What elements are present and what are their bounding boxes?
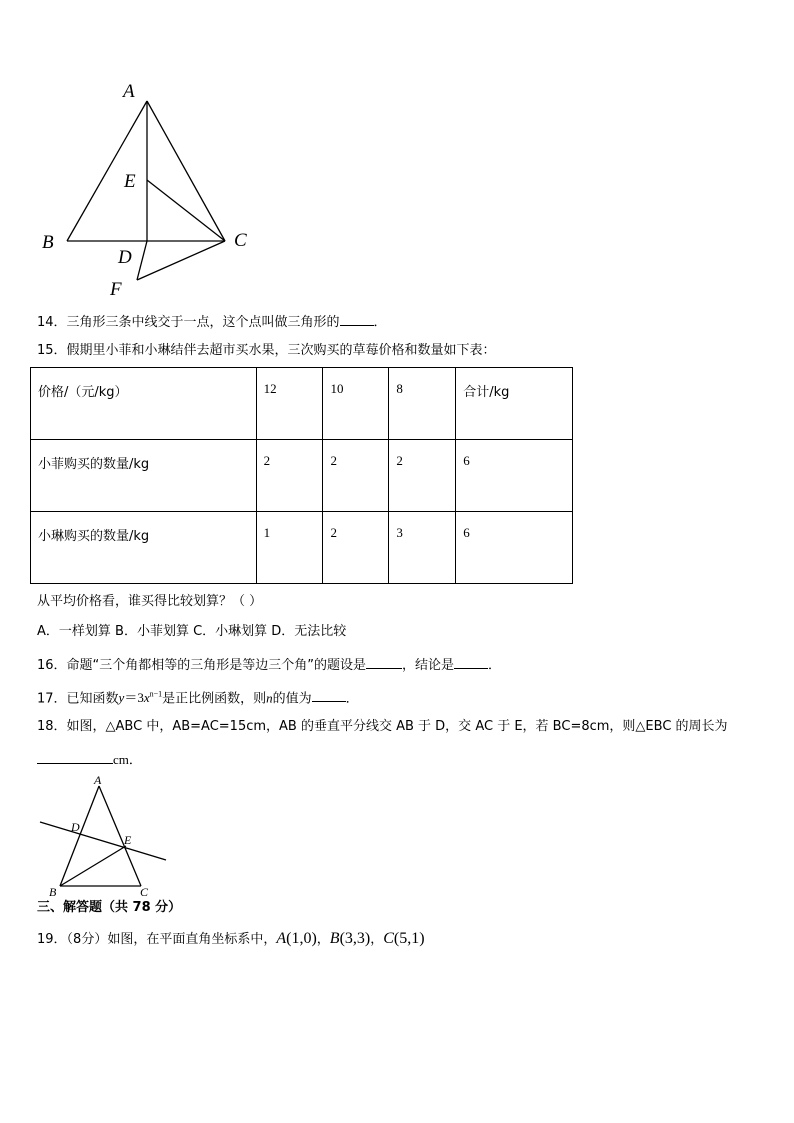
label-b: B <box>49 885 57 899</box>
q19-sep-2: ， <box>370 932 384 947</box>
q19-c-coord: (5,1) <box>393 930 425 947</box>
q19-sep-1: ， <box>316 932 330 947</box>
q19-b-coord: (3,3) <box>339 930 371 947</box>
question-17 <box>37 686 359 708</box>
question-18: 18．如图，△ABC 中，AB=AC=15cm，AB 的垂直平分线交 AB 于 D，交 AC 于 E，若 BC=8cm，则△EBC 的周长为 <box>37 719 728 734</box>
label-e: E <box>124 833 132 847</box>
figure-triangle-abc-median <box>36 78 266 303</box>
q17-x: x <box>143 690 150 706</box>
q19-point-c <box>383 930 424 947</box>
table-cell: 8 <box>389 368 456 440</box>
question-19 <box>37 930 425 949</box>
table-cell: 2 <box>323 440 389 512</box>
table-cell: 6 <box>456 440 573 512</box>
q19-a-coord: (1,0) <box>286 930 317 947</box>
q19-c-label: C <box>383 930 394 947</box>
q17-formula <box>119 690 163 705</box>
q19-a-label: A <box>276 930 287 947</box>
label-a: A <box>94 773 102 787</box>
q17-end: ． <box>345 691 359 707</box>
table-cell: 10 <box>323 368 389 440</box>
segment-df <box>137 241 147 280</box>
q18-blank <box>37 750 113 764</box>
label-d: D <box>118 247 132 268</box>
label-d: D <box>71 820 80 834</box>
table-row <box>31 368 573 440</box>
table-row <box>31 440 573 512</box>
table-cell: 2 <box>323 512 389 584</box>
q19-point-b <box>330 930 370 947</box>
q14-text: 14．三角形三条中线交于一点，这个点叫做三角形的 <box>37 315 340 330</box>
q14-blank <box>340 312 374 326</box>
segment-fc <box>137 241 225 280</box>
label-e: E <box>124 171 136 192</box>
table-cell: 合计/kg <box>456 368 573 440</box>
label-c: C <box>234 230 247 251</box>
q16-blank-2 <box>454 655 488 669</box>
segment-ab <box>60 786 99 886</box>
q19-point-a <box>276 930 316 947</box>
figure-isosceles-triangle-bisector <box>36 772 176 900</box>
question-14 <box>37 312 387 332</box>
q17-eq: ＝3 <box>124 690 144 706</box>
table-cell: 2 <box>389 440 456 512</box>
q17-suffix: 的值为 <box>272 691 312 707</box>
table-cell: 1 <box>256 512 323 584</box>
q15-question: 从平均价格看，谁买得比较划算？（ ） <box>37 594 263 609</box>
q17-exponent: n−1 <box>149 690 163 699</box>
q17-n: n <box>266 690 273 706</box>
segment-ac <box>147 101 225 241</box>
q15-options: A．一样划算 B．小菲划算 C．小琳划算 D．无法比较 <box>37 624 347 639</box>
q16-prefix: 16．命题“三个角都相等的三角形是等边三个角”的题设是 <box>37 658 367 673</box>
segment-ac <box>99 786 141 886</box>
q17-y: y <box>118 690 125 706</box>
question-16 <box>37 655 501 675</box>
price-table <box>30 367 573 584</box>
perpendicular-bisector <box>40 822 166 860</box>
question-15: 15．假期里小菲和小琳结伴去超市买水果，三次购买的草莓价格和数量如下表： <box>37 343 496 358</box>
q18-unit: cm． <box>113 752 142 767</box>
q16-blank-1 <box>366 655 402 669</box>
table-cell: 2 <box>256 440 323 512</box>
section-title: 三、解答题（共 78 分） <box>37 900 182 915</box>
segment-be <box>60 846 126 886</box>
q17-blank <box>312 688 346 702</box>
q14-end: ． <box>373 315 387 330</box>
table-cell: 小菲购买的数量/kg <box>31 440 257 512</box>
table-cell: 小琳购买的数量/kg <box>31 512 257 584</box>
label-b: B <box>42 232 54 253</box>
table-cell: 6 <box>456 512 573 584</box>
question-18-cont <box>37 750 142 770</box>
q16-mid: ，结论是 <box>402 658 455 673</box>
table-cell: 价格/（元/kg） <box>31 368 257 440</box>
q19-b-label: B <box>329 930 340 947</box>
q19-prefix: 19．（8分）如图，在平面直角坐标系中， <box>37 932 277 947</box>
label-c: C <box>140 885 149 899</box>
label-a: A <box>123 81 135 102</box>
q16-end: ． <box>488 658 502 673</box>
q17-mid: 是正比例函数，则 <box>162 691 267 707</box>
table-row <box>31 512 573 584</box>
q17-prefix: 17．已知函数 <box>37 691 119 707</box>
table-cell: 12 <box>256 368 323 440</box>
label-f: F <box>110 279 122 300</box>
segment-ec <box>147 180 225 241</box>
table-cell: 3 <box>389 512 456 584</box>
